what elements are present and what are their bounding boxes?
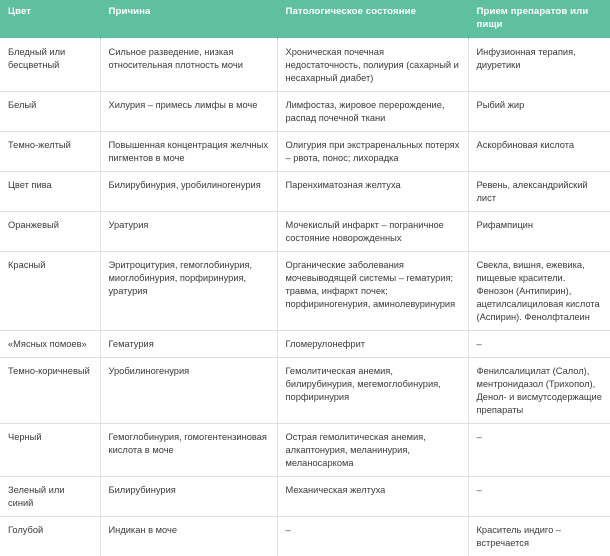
cell-condition: Острая гемолитическая анемия, алкаптонурия, меланинурия, меланосаркома: [277, 424, 468, 477]
table-row: [0, 517, 610, 556]
cell-drugs: –: [468, 331, 610, 358]
table-row: [0, 132, 610, 172]
cell-drugs: Рифампицин: [468, 212, 610, 252]
table-row: [0, 92, 610, 132]
table-header: [0, 0, 610, 39]
cell-cause: Гематурия: [100, 331, 277, 358]
cell-drugs: Фенилсалицилат (Салол), ментронидазол (Трихопол), Денол- и висмутсодержащие препараты: [468, 358, 610, 424]
table-row: [0, 39, 610, 92]
cell-cause: Хилурия – примесь лимфы в моче: [100, 92, 277, 132]
cell-cause: Гемоглобинурия, гомогентензиновая кислота в моче: [100, 424, 277, 477]
cell-drugs: Краситель индиго – встречается: [468, 517, 610, 556]
cell-color: Голубой: [0, 517, 100, 556]
cell-drugs: –: [468, 477, 610, 517]
cell-condition: Паренхиматозная желтуха: [277, 172, 468, 212]
cell-cause: Билирубинурия: [100, 477, 277, 517]
cell-cause: Индикан в моче: [100, 517, 277, 556]
table-row: [0, 252, 610, 331]
table-row: [0, 358, 610, 424]
cell-condition: Лимфостаз, жировое перерождение, распад почечной ткани: [277, 92, 468, 132]
table-header-row: [0, 0, 610, 39]
column-header-color: Цвет: [0, 0, 100, 39]
cell-color: Белый: [0, 92, 100, 132]
column-header-condition: Патологическое состояние: [277, 0, 468, 39]
cell-cause: Билирубинурия, уробилиногенурия: [100, 172, 277, 212]
table-row: [0, 212, 610, 252]
cell-condition: Мочекислый инфаркт – пограничное состояние новорожденных: [277, 212, 468, 252]
cell-condition: Хроническая почечная недостаточность, полиурия (сахарный и несахарный диабет): [277, 39, 468, 92]
cell-condition: Гемолитическая анемия, билирубинурия, мегемоглобинурия, порфиринурия: [277, 358, 468, 424]
cell-color: Черный: [0, 424, 100, 477]
cell-drugs: Рыбий жир: [468, 92, 610, 132]
cell-cause: Повышенная концентрация желчных пигментов в моче: [100, 132, 277, 172]
cell-color: Темно-желтый: [0, 132, 100, 172]
cell-drugs: –: [468, 424, 610, 477]
cell-cause: Эритроцитурия, гемоглобинурия, миоглобинурия, порфиринурия, уратурия: [100, 252, 277, 331]
cell-color: Темно-коричневый: [0, 358, 100, 424]
cell-condition: Олигурия при экстраренальных потерях – рвота, понос; лихорадка: [277, 132, 468, 172]
cell-cause: Сильное разведение, низкая относительная плотность мочи: [100, 39, 277, 92]
column-header-drugs: Прием препаратов или пищи: [468, 0, 610, 39]
cell-drugs: Аскорбиновая кислота: [468, 132, 610, 172]
cell-color: Зеленый или синий: [0, 477, 100, 517]
cell-cause: Уробилиногенурия: [100, 358, 277, 424]
cell-condition: –: [277, 517, 468, 556]
cell-condition: Механическая желтуха: [277, 477, 468, 517]
cell-drugs: Инфузионная терапия, диуретики: [468, 39, 610, 92]
table-row: [0, 424, 610, 477]
cell-color: Оранжевый: [0, 212, 100, 252]
cell-drugs: Ревень, александрийский лист: [468, 172, 610, 212]
table-row: [0, 172, 610, 212]
cell-cause: Уратурия: [100, 212, 277, 252]
cell-color: «Мясных помоев»: [0, 331, 100, 358]
cell-color: Красный: [0, 252, 100, 331]
cell-condition: Гломерулонефрит: [277, 331, 468, 358]
cell-condition: Органические заболевания мочевыводящей системы – гематурия; травма, инфаркт почек; порфириногенурия, аминолевуринурия: [277, 252, 468, 331]
column-header-cause: Причина: [100, 0, 277, 39]
cell-color: Бледный или бесцветный: [0, 39, 100, 92]
cell-drugs: Свекла, вишня, ежевика, пищевые красители. Фенозон (Антипирин), ацетилсалициловая кислота (Аспирин). Фенолфталеин: [468, 252, 610, 331]
table-row: [0, 477, 610, 517]
table-body: [0, 39, 610, 556]
cell-color: Цвет пива: [0, 172, 100, 212]
table-row: [0, 331, 610, 358]
